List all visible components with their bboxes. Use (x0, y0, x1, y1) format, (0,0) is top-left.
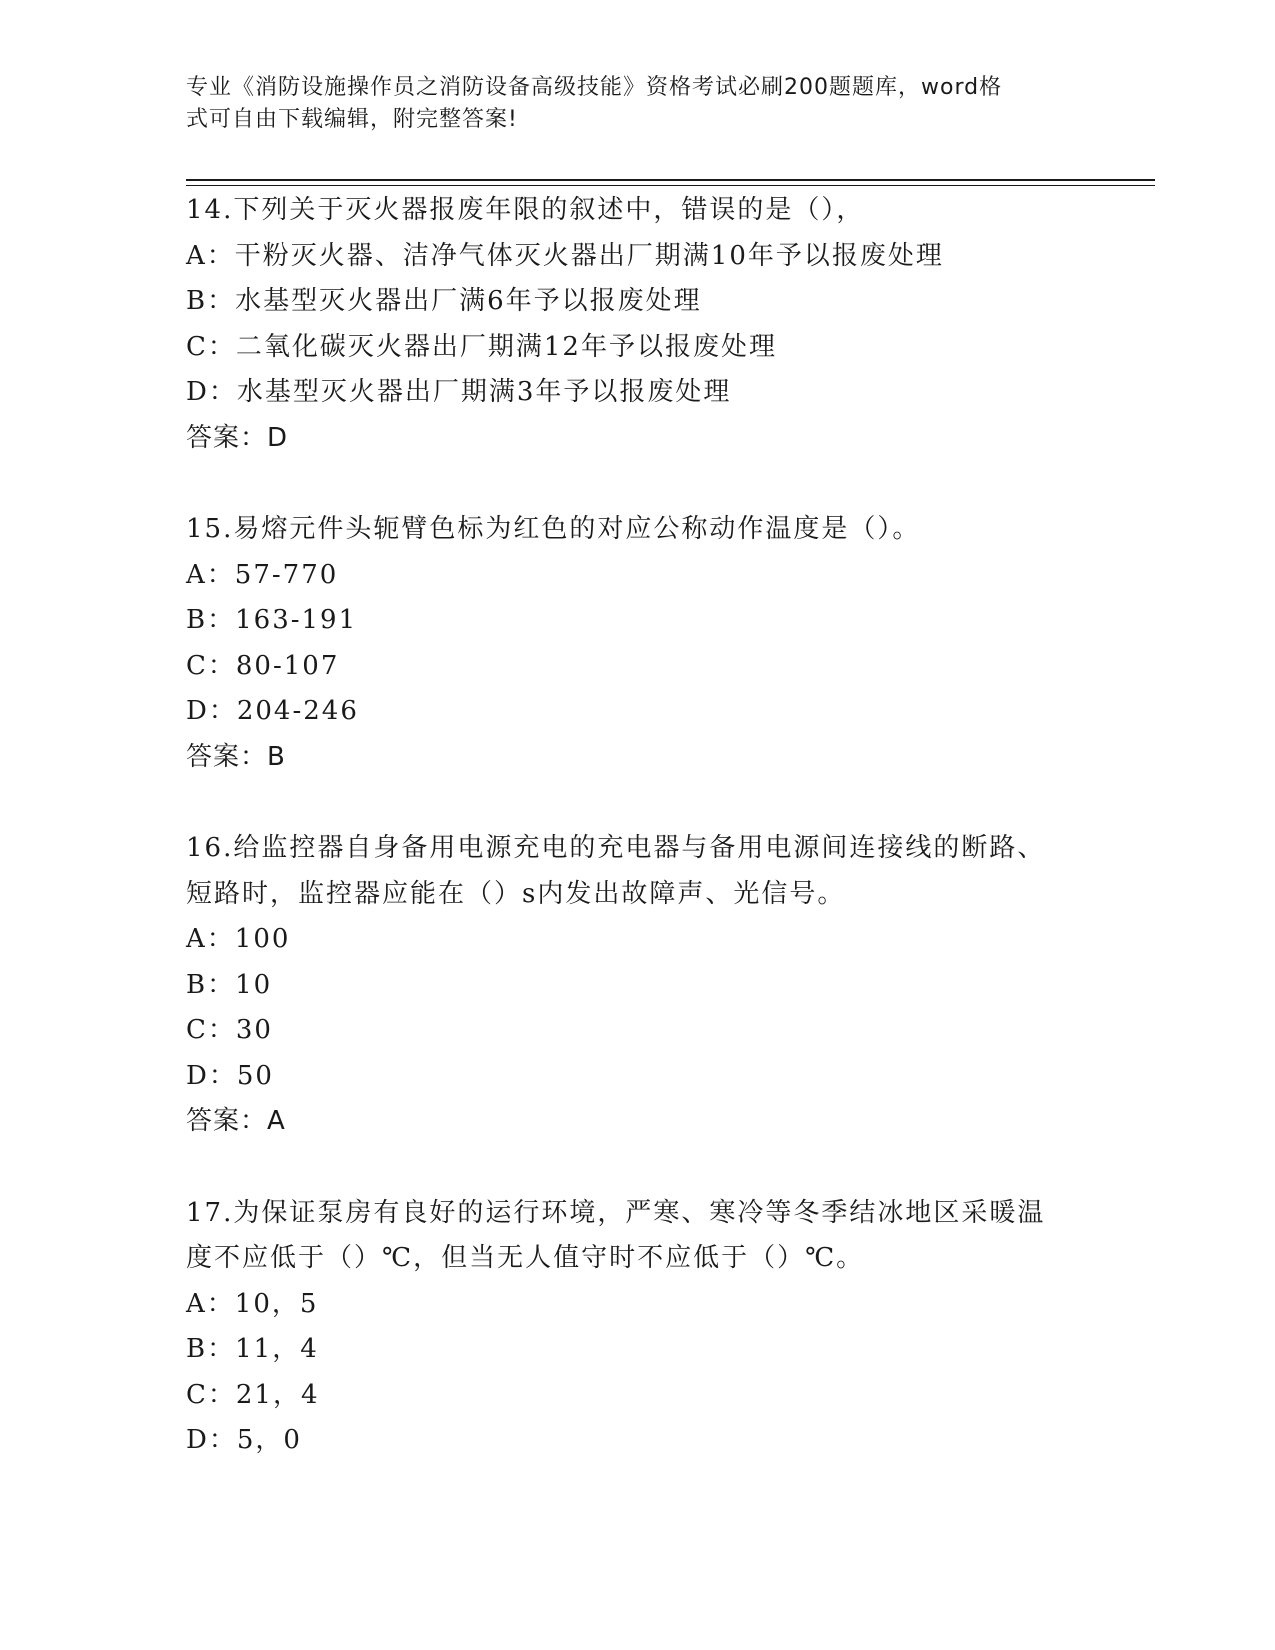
option-c: C：21，4 (186, 1379, 320, 1410)
header-line-2: 式可自由下载编辑，附完整答案! (186, 107, 518, 132)
option-b: B：水基型灭火器出厂满6年予以报废处理 (186, 286, 702, 316)
question-stem-line-2: 短路时，监控器应能在（）s内发出故障声、光信号。 (186, 878, 846, 909)
option-b: B：163-191 (186, 605, 358, 635)
option-b: B：11，4 (186, 1334, 319, 1364)
option-c: C：30 (186, 1015, 273, 1045)
option-a: A：100 (186, 924, 291, 954)
question-15 (186, 507, 1086, 780)
header-divider-thick (186, 179, 1155, 181)
option-b: B：10 (186, 969, 273, 1000)
question-stem-line-1: 16.给监控器自身备用电源充电的充电器与备用电源间连接线的断路、 (186, 833, 1046, 863)
option-c: C：二氧化碳灭火器出厂期满12年予以报废处理 (186, 331, 777, 362)
header-line-1: 专业《消防设施操作员之消防设备高级技能》资格考试必刷200题题库，word格 (186, 75, 1003, 100)
question-stem: 14.下列关于灭火器报废年限的叙述中，错误的是（）， (186, 195, 865, 225)
question-list (186, 188, 1086, 1510)
question-16 (186, 826, 1086, 1145)
answer-line: 答案：A (186, 1106, 286, 1136)
header-divider-thin (186, 185, 1155, 186)
option-a: A：10，5 (186, 1288, 319, 1319)
option-d: D：5，0 (186, 1425, 302, 1455)
option-d: D：204-246 (186, 696, 359, 726)
option-d: D：50 (186, 1060, 274, 1091)
question-stem: 15.易熔元件头轭臂色标为红色的对应公称动作温度是（）。 (186, 514, 921, 544)
question-stem-line-1: 17.为保证泵房有良好的运行环境，严寒、寒冷等冬季结冰地区采暖温 (186, 1197, 1046, 1228)
option-c: C：80-107 (186, 650, 340, 681)
option-a: A：干粉灭火器、洁净气体灭火器出厂期满10年予以报废处理 (186, 240, 944, 271)
option-a: A：57-770 (186, 559, 339, 590)
answer-line: 答案：B (186, 741, 286, 772)
document-header (186, 72, 1086, 136)
question-14 (186, 188, 1086, 461)
answer-line: 答案：D (186, 422, 289, 453)
question-stem-line-2: 度不应低于（）℃，但当无人值守时不应低于（）℃。 (186, 1243, 865, 1273)
option-d: D：水基型灭火器出厂期满3年予以报废处理 (186, 377, 732, 407)
question-17 (186, 1191, 1086, 1464)
